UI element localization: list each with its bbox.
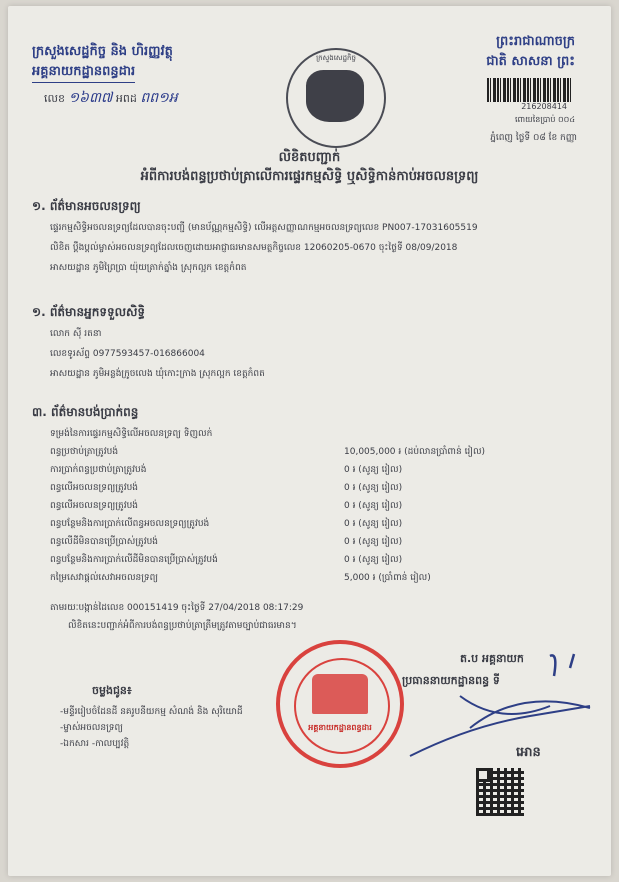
issue-date: ភ្នំពេញ ថ្ងៃទី ០៨ ខែ កញ្ញា	[490, 133, 577, 143]
kingdom-motto: ជាតិ សាសនា ព្រះ	[486, 54, 575, 69]
row-value: 0 ៛ (សូន្យ រៀល)	[344, 555, 403, 565]
signatory-position: ប្រធាននាយកដ្ឋានពន្ធ ទី	[402, 674, 500, 687]
table-row	[50, 482, 550, 500]
document-sheet	[8, 6, 611, 876]
ref-number: ១៦៣៧	[68, 90, 113, 106]
recipient-address: អាសយដ្ឋាន ភូមិអន្លង់ក្រូចលេង ឃុំកោះក្រាង ស្រុកល្អក ខេត្តកំពត	[50, 369, 265, 379]
row-label: ពន្ធលើអចលនទ្រព្យត្រូវបង់	[50, 501, 139, 511]
recipient-name: លោក ស៊ី រតនា	[50, 329, 102, 339]
ref-code: ពព១អ	[140, 90, 178, 106]
sub-reference: ពោយនៃប្រាប់ ០០៤	[514, 115, 575, 124]
table-row	[50, 464, 550, 482]
table-row	[50, 446, 550, 464]
row-label: ពន្ធលើដីមិនបានប្រើប្រាស់ត្រូវបង់	[50, 537, 159, 547]
receipt-line: តាមរយៈបង្កាន់ដៃលេខ 000151419 ចុះថ្ងៃទី 27/04/2018 08:17:29	[50, 603, 304, 613]
document-subtitle: អំពីការបង់ពន្ធប្រថាប់ត្រាលើការផ្ទេរកម្មសិទ្ធិ ឬសិទ្ធិកាន់កាប់អចលនទ្រព្យ	[140, 169, 479, 184]
section3-heading: ៣. ព័ត៌មានបង់ប្រាក់ពន្ធ	[32, 405, 139, 419]
recipient-phone: លេខទូរស័ព្ទ 0977593457-016866004	[50, 349, 205, 359]
kingdom-title: ព្រះរាជាណាចក្រ	[496, 34, 575, 49]
barcode-number: 216208414	[521, 102, 567, 111]
stamp-text: អគ្គនាយកដ្ឋានពន្ធដារ	[308, 723, 372, 732]
ref-label: លេខ	[44, 92, 65, 105]
table-row	[50, 554, 550, 572]
transfer-type: ទម្រង់នៃការផ្ទេរកម្មសិទ្ធិលើអចលនទ្រព្យ ទិញលក់	[50, 429, 213, 439]
row-value: 0 ៛ (សូន្យ រៀល)	[344, 519, 403, 529]
row-label: ពន្ធប្រថាប់ត្រាត្រូវបង់	[50, 447, 119, 457]
section1-body	[50, 220, 590, 276]
property-id-line: ផ្ទេរកម្មសិទ្ធិអចលនទ្រព្យដែលបានចុះបញ្ជី (មានប័ណ្ណកម្មសិទ្ធិ) លើអត្តសញ្ញាណកម្មអចលនទ្រព្យលេខ PN007-17031605519	[50, 223, 478, 233]
row-value: 0 ៛ (សូន្យ រៀល)	[344, 501, 403, 511]
ministry-name: ក្រសួងសេដ្ឋកិច្ច និង ហិរញ្ញវត្ថុ	[32, 44, 173, 59]
ref-suffix: អពដ	[115, 92, 137, 105]
reference-line	[44, 88, 178, 109]
ministry-header	[32, 42, 173, 83]
copy-to-list	[60, 704, 243, 752]
row-label: ពន្ធបន្ថែមនិងការប្រាក់លើពន្ធអចលនទ្រព្យត្រូវបង់	[50, 519, 210, 529]
table-row	[50, 500, 550, 518]
list-item: -ឯកសារ -កាលប្បវត្តិ	[60, 739, 130, 749]
section1-heading: ១. ព័ត៌មានអចលនទ្រព្យ	[32, 199, 141, 213]
section2-body	[50, 326, 590, 382]
barcode-icon	[487, 78, 571, 102]
tax-table	[50, 446, 550, 590]
row-value: 0 ៛ (សូន្យ រៀល)	[344, 537, 403, 547]
row-value: 0 ៛ (សូន្យ រៀល)	[344, 465, 403, 475]
copy-to-heading: ចម្លងជូន៖	[92, 684, 132, 697]
kingdom-header	[486, 32, 575, 72]
row-value: 10,005,000 ៛ (ដប់លានប្រាំពាន់ រៀល)	[344, 447, 486, 457]
table-row	[50, 572, 550, 590]
signatory-name: អោន	[516, 745, 541, 760]
closing-statement: លិខិតនេះបញ្ជាក់អំពីការបង់ពន្ធប្រថាប់ត្រាត្រឹមត្រូវតាមច្បាប់ជាធរមាន។	[68, 621, 297, 631]
emblem-icon	[306, 70, 364, 122]
ministry-emblem	[286, 48, 386, 148]
emblem-text: ក្រសួងសេដ្ឋកិច្ច	[316, 54, 356, 62]
temple-icon	[312, 674, 368, 714]
official-stamp	[276, 640, 404, 768]
row-value: 5,000 ៛ (ប្រាំពាន់ រៀល)	[344, 573, 431, 583]
department-name: អគ្គនាយកដ្ឋានពន្ធដារ	[32, 62, 135, 83]
signatory-title: ត.ប អគ្គនាយក	[460, 652, 524, 665]
handwritten-signature	[400, 646, 600, 766]
row-label: ការប្រាក់ពន្ធប្រថាប់ត្រាត្រូវបង់	[50, 465, 147, 475]
table-row	[50, 536, 550, 554]
list-item: -ម្ចាស់អចលនទ្រព្យ	[60, 723, 123, 733]
document-title: លិខិតបញ្ជាក់	[278, 150, 341, 165]
property-address: អាសយដ្ឋាន ភូមិព្រៃប្រា យ៉ុយត្រាក់ត្នាំង ស្រុកល្អក ខេត្តកំពត	[50, 263, 247, 273]
table-row	[50, 518, 550, 536]
row-label: ពន្ធបន្ថែមនិងការប្រាក់លើដីមិនបានប្រើប្រាស់ត្រូវបង់	[50, 555, 218, 565]
row-label: ពន្ធលើអចលនទ្រព្យត្រូវបង់	[50, 483, 139, 493]
section2-heading: ១. ព័ត៌មានអ្នកទទួលសិទ្ធិ	[32, 305, 146, 319]
property-cert-line: លិខិត ប្តឹងប្តល់ម្ចាស់អចលនទ្រព្យដែលចេញដោយអាជ្ញាធរមានសមត្ថកិច្ចលេខ 12060205-0670 ចុះថ្ងៃទី 08/09/2018	[50, 243, 458, 253]
row-value: 0 ៛ (សូន្យ រៀល)	[344, 483, 403, 493]
list-item: -មន្ទីររៀបចំដែនដី នគរូបនីយកម្ម សំណង់ និង សុរិយោដី	[60, 707, 243, 717]
row-label: កម្រៃសេវាផ្តល់សេវាអចលនទ្រព្យ	[50, 573, 159, 583]
qr-code-icon	[476, 768, 524, 816]
